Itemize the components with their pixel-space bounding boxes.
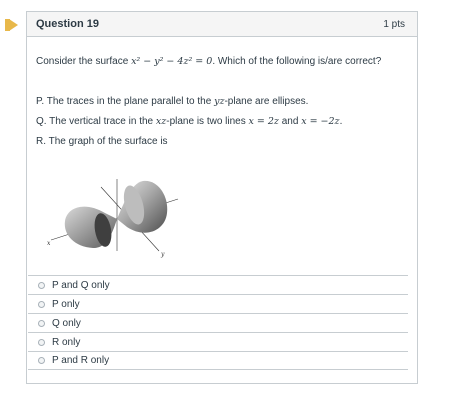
statement-q-and: and	[278, 116, 302, 127]
radio-button[interactable]	[38, 357, 45, 364]
answer-label: Q only	[52, 317, 81, 329]
prompt-equation: x² − y² − 4z² = 0	[131, 56, 213, 67]
prompt-text: Consider the surface	[36, 56, 132, 67]
prompt-line	[36, 55, 381, 68]
answer-label: P only	[52, 298, 80, 310]
statement-r-text: R. The graph of the surface is	[36, 136, 168, 147]
statement-q-line2: x = −2z	[301, 116, 340, 127]
statement-q-text-mid: -plane is two lines	[166, 116, 249, 127]
question-points: 1 pts	[383, 18, 405, 30]
radio-button[interactable]	[38, 282, 45, 289]
radio-button[interactable]	[38, 320, 45, 327]
radio-button[interactable]	[38, 339, 45, 346]
statement-p-text: P. The traces in the plane parallel to the	[36, 96, 215, 107]
answer-option[interactable]	[28, 332, 408, 351]
surface-graph	[43, 173, 188, 265]
prompt-text-end: . Which of the following is/are correct?	[212, 56, 382, 67]
question-header	[27, 12, 417, 37]
statement-p	[36, 95, 308, 108]
answer-option[interactable]	[28, 351, 408, 370]
answer-list	[28, 275, 408, 370]
flag-icon[interactable]	[9, 19, 18, 31]
answer-option[interactable]	[28, 275, 408, 294]
statement-r	[36, 135, 168, 148]
answer-label: P and R only	[52, 355, 110, 366]
question-title: Question 19	[36, 18, 99, 30]
statement-q-plane: xz	[155, 116, 167, 127]
statement-q-line1: x = 2z	[248, 116, 279, 127]
statement-q-period: .	[339, 116, 343, 127]
statement-p-text-end: -plane are ellipses.	[224, 96, 309, 107]
answer-label: R only	[52, 336, 81, 348]
answer-option[interactable]	[28, 313, 408, 332]
y-axis-label: y	[161, 251, 165, 258]
statement-q-text: Q. The vertical trace in the	[36, 116, 156, 127]
answer-option[interactable]	[28, 294, 408, 313]
statement-q	[36, 115, 342, 128]
x-axis-label: x	[47, 240, 51, 247]
answer-label: P and Q only	[52, 279, 110, 291]
radio-button[interactable]	[38, 301, 45, 308]
statement-p-plane: yz	[214, 96, 225, 107]
